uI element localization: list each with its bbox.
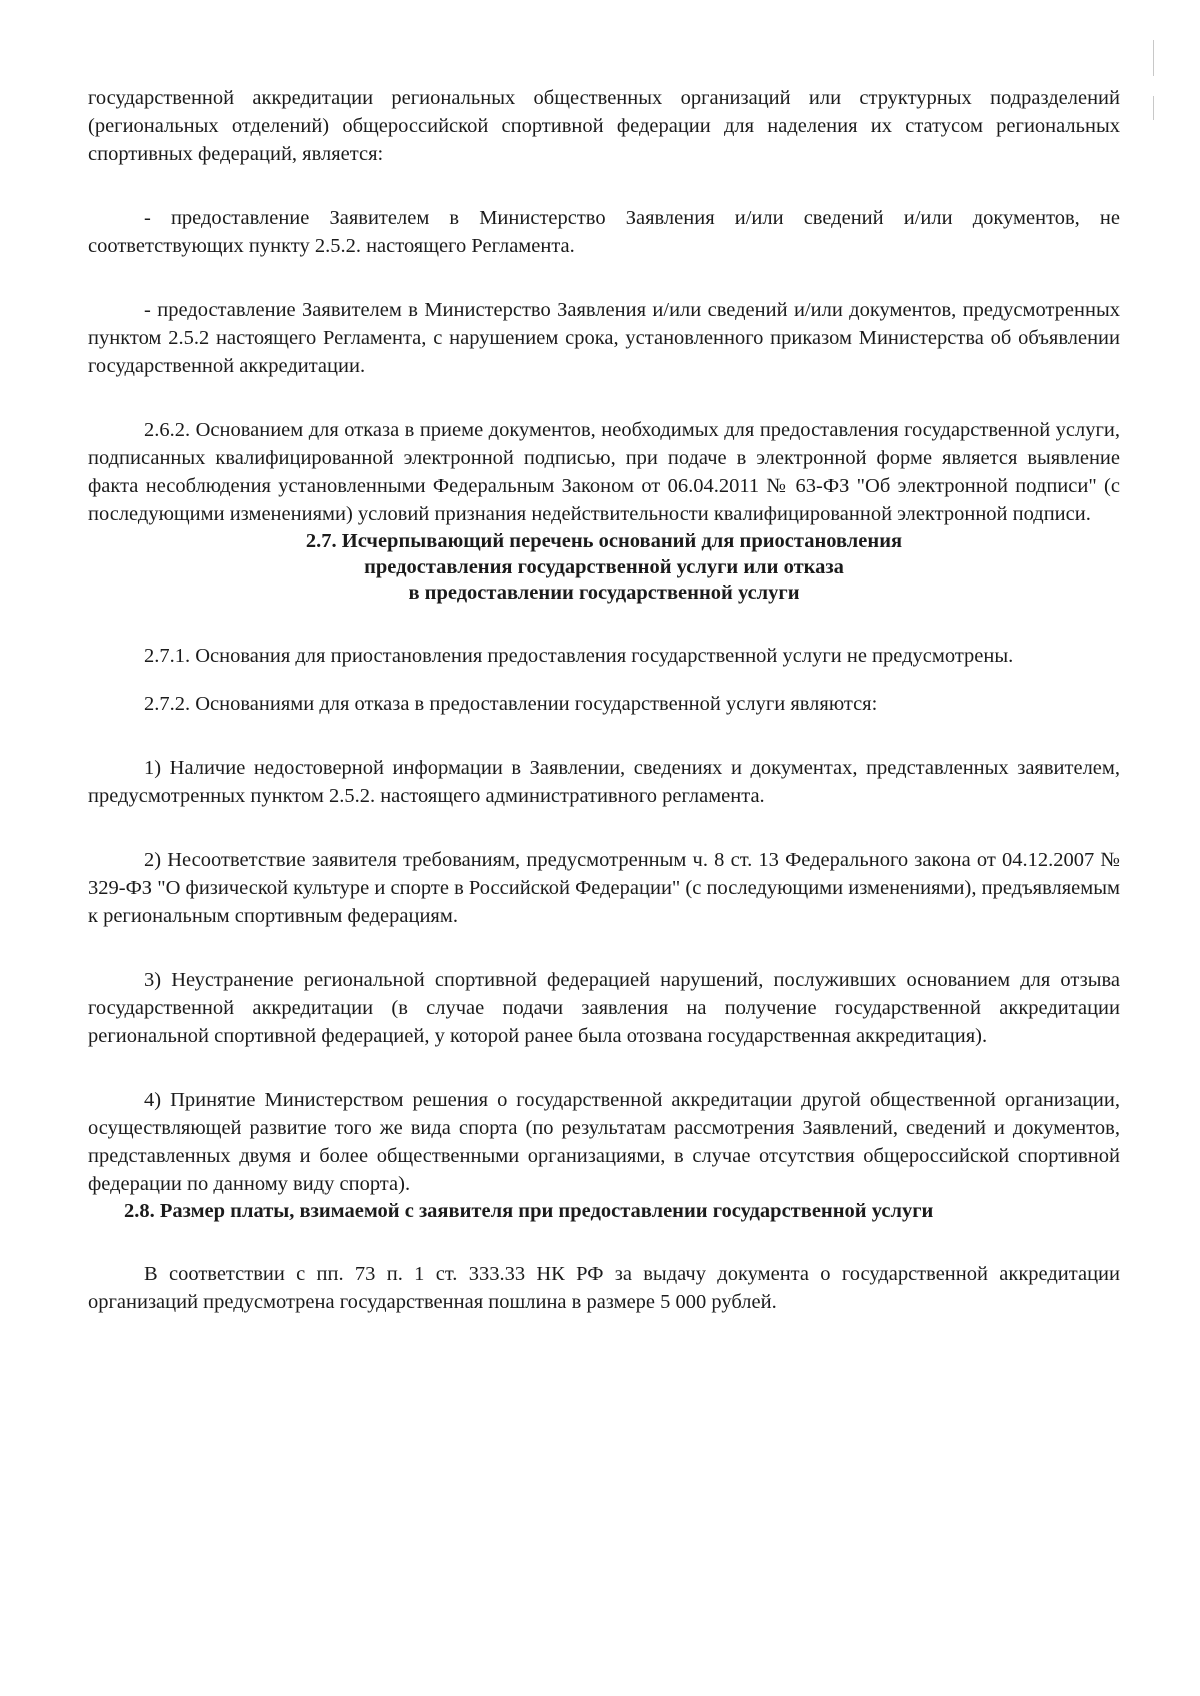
- scan-edge-mark: [1153, 40, 1154, 76]
- paragraph-2-7-2: 2.7.2. Основаниями для отказа в предоставлении государственной услуги являются:: [144, 693, 878, 715]
- section-heading-2-7: [88, 528, 1120, 606]
- section-heading-2-8: 2.8. Размер платы, взимаемой с заявителя при предоставлении государственной услуги: [124, 1200, 934, 1222]
- paragraph-bullet-2: - предоставление Заявителем в Министерство Заявления и/или сведений и/или документов, предусмотренных пунктом 2.5.2 настоящего Регламента, с нарушением срока, установленного приказом Министерства об объявлении государственной аккредитации.: [88, 299, 1120, 377]
- heading-2-7-line-1: 2.7. Исчерпывающий перечень оснований для приостановления: [305, 530, 903, 552]
- paragraph-2-6-2: 2.6.2. Основанием для отказа в приеме документов, необходимых для предоставления государственной услуги, подписанных квалифицированной электронной подписью, при подаче в электронной форме является выявление факта несоблюдения установленными Федеральным Законом от 06.04.2011 № 63-ФЗ "Об электронной подписи" (с последующими изменениями) условий признания недействительности квалифицированной электронной подписи.: [88, 419, 1120, 525]
- paragraph-intro: государственной аккредитации региональных общественных организаций или структурных подразделений (региональных отделений) общероссийской спортивной федерации для наделения их статусом региональных спортивных федераций, является:: [88, 87, 1120, 165]
- paragraph-2-8: В соответствии с пп. 73 п. 1 ст. 333.33 НК РФ за выдачу документа о государственной аккредитации организаций предусмотрена государственная пошлина в размере 5 000 рублей.: [88, 1263, 1120, 1313]
- list-item-1: 1) Наличие недостоверной информации в Заявлении, сведениях и документах, представленных заявителем, предусмотренных пунктом 2.5.2. настоящего административного регламента.: [88, 757, 1120, 807]
- list-item-3: 3) Неустранение региональной спортивной федерацией нарушений, послуживших основанием для отзыва государственной аккредитации (в случае подачи заявления на получение государственной аккредитации региональной спортивной федерацией, у которой ранее была отозвана государственная аккредитация).: [88, 969, 1120, 1047]
- heading-2-7-line-3: в предоставлении государственной услуги: [408, 582, 800, 604]
- list-item-2: 2) Несоответствие заявителя требованиям, предусмотренным ч. 8 ст. 13 Федерального закона от 04.12.2007 № 329-ФЗ "О физической культуре и спорте в Российской Федерации" (с последующими изменениями), предъявляемым к региональным спортивным федерациям.: [88, 849, 1120, 927]
- list-item-4: 4) Принятие Министерством решения о государственной аккредитации другой общественной организации, осуществляющей развитие того же вида спорта (по результатам рассмотрения Заявлений, сведений и документов, представленных двумя и более общественными организациями, в случае отсутствия общероссийской спортивной федерации по данному виду спорта).: [88, 1089, 1120, 1195]
- paragraph-bullet-1: - предоставление Заявителем в Министерство Заявления и/или сведений и/или документов, не соответствующих пункту 2.5.2. настоящего Регламента.: [88, 207, 1120, 257]
- heading-2-7-line-2: предоставления государственной услуги или отказа: [364, 556, 844, 578]
- paragraph-2-7-1: 2.7.1. Основания для приостановления предоставления государственной услуги не предусмотрены.: [144, 645, 1014, 667]
- scan-edge-mark: [1153, 96, 1154, 120]
